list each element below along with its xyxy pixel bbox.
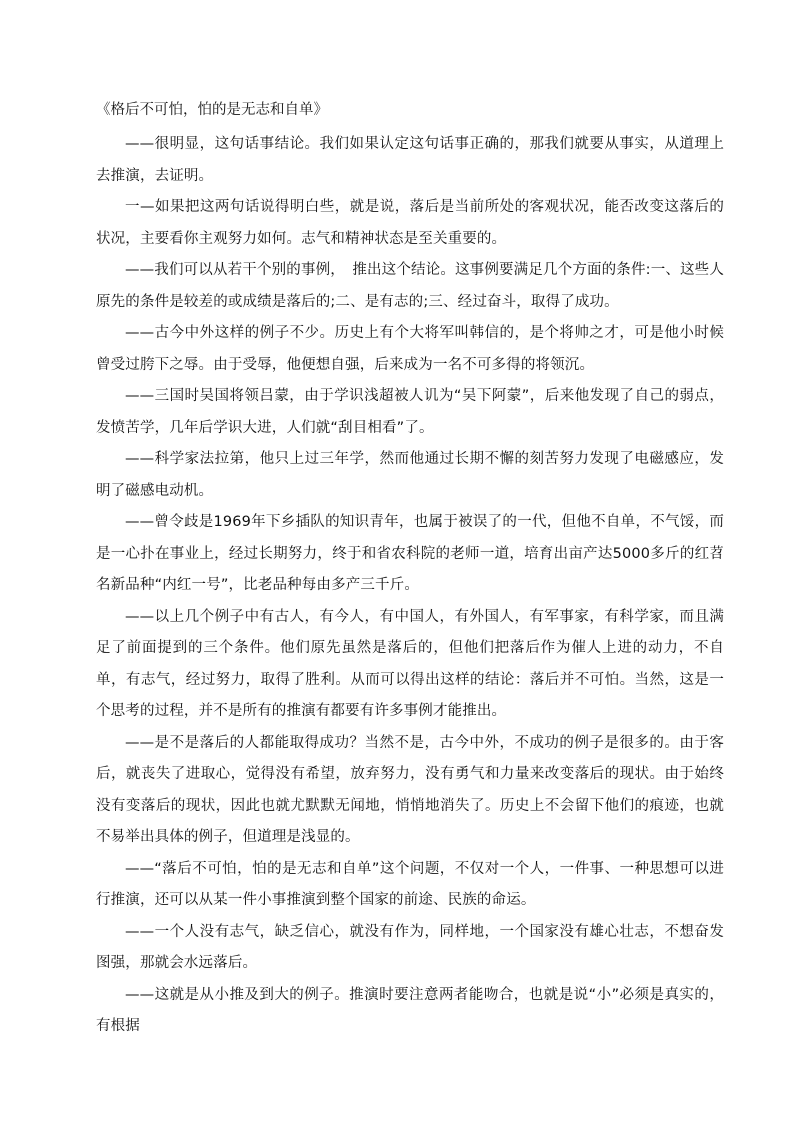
paragraph-9: ——是不是落后的人都能取得成功？当然不是，古今中外，不成功的例子是很多的。由于客后，就丧失了进取心，觉得没有希望，放弃努力，没有勇气和力量来改变落后的现状。由于始终没有变落后的现状，因此也就尤默默无闻地，悄悄地消失了。历史上不会留下他们的痕迹，也就不易举出具体的例子，但道理是浅显的。 xyxy=(96,734,724,845)
paragraph-1: ——很明显，这句话事结论。我们如果认定这句话事正确的，那我们就要从事实，从道理上去推演，去证明。 xyxy=(96,136,724,184)
paragraph-7: ——曾令歧是1969年下乡插队的知识青年，也属于被误了的一代，但他不自单，不气馁，而是一心扑在事业上，经过长期努力，终于和省农科院的老师一道，培育出亩产达5000多斤的红苕名新品种“内红一号”，比老品种每由多产三千斤。 xyxy=(96,514,724,593)
paragraph-3: ——我们可以从若干个别的事例， 推出这个结论。这事例要满足几个方面的条件:一、这些人原先的条件是较差的或成绩是落后的;二、是有志的;三、经过奋斗，取得了成功。 xyxy=(96,262,724,310)
paragraph-12: ——这就是从小推及到大的例子。推演时要注意两者能吻合，也就是说“小”必须是真实的，有根据 xyxy=(96,986,724,1034)
paragraph-10: ——“落后不可怕，怕的是无志和自单”这个问题，不仅对一个人，一件事、一种思想可以进行推演，还可以从某一件小事推演到整个国家的前途、民族的命运。 xyxy=(96,860,724,908)
document-title: 《格后不可怕，怕的是无志和自单》 xyxy=(96,102,328,118)
paragraph-6: ——科学家法拉第，他只上过三年学，然而他通过长期不懈的刻苦努力发现了电磁感应，发明了磁感电动机。 xyxy=(96,451,724,499)
paragraph-11: ——一个人没有志气，缺乏信心，就没有作为，同样地，一个国家没有雄心壮志，不想奋发图强，那就会水远落后。 xyxy=(96,923,724,971)
paragraph-8: ——以上几个例子中有古人，有今人，有中国人，有外国人，有军事家，有科学家，而且满足了前面提到的三个条件。他们原先虽然是落后的，但他们把落后作为催人上进的动力，不自单，有志气，经过努力，取得了胜利。从而可以得出这样的结论：落后并不可怕。当然，这是一个思考的过程，并不是所有的推演有都要有许多事例才能推出。 xyxy=(96,608,724,719)
paragraph-4: ——古今中外这样的例子不少。历史上有个大将军叫韩信的，是个将帅之才，可是他小时候曾受过胯下之辱。由于受辱，他便想自强，后来成为一名不可多得的将领沉。 xyxy=(96,325,724,373)
paragraph-5: ——三国时吴国将领吕蒙，由于学识浅超被人讥为“吴下阿蒙”，后来他发现了自己的弱点，发愤苦学，几年后学识大进，人们就“刮目相看”了。 xyxy=(96,388,724,436)
paragraph-2: 一—如果把这两句话说得明白些，就是说，落后是当前所处的客观状况，能否改变这落后的状况，主要看你主观努力如何。志气和精神状态是至关重要的。 xyxy=(96,199,724,247)
document-page xyxy=(96,96,724,1043)
